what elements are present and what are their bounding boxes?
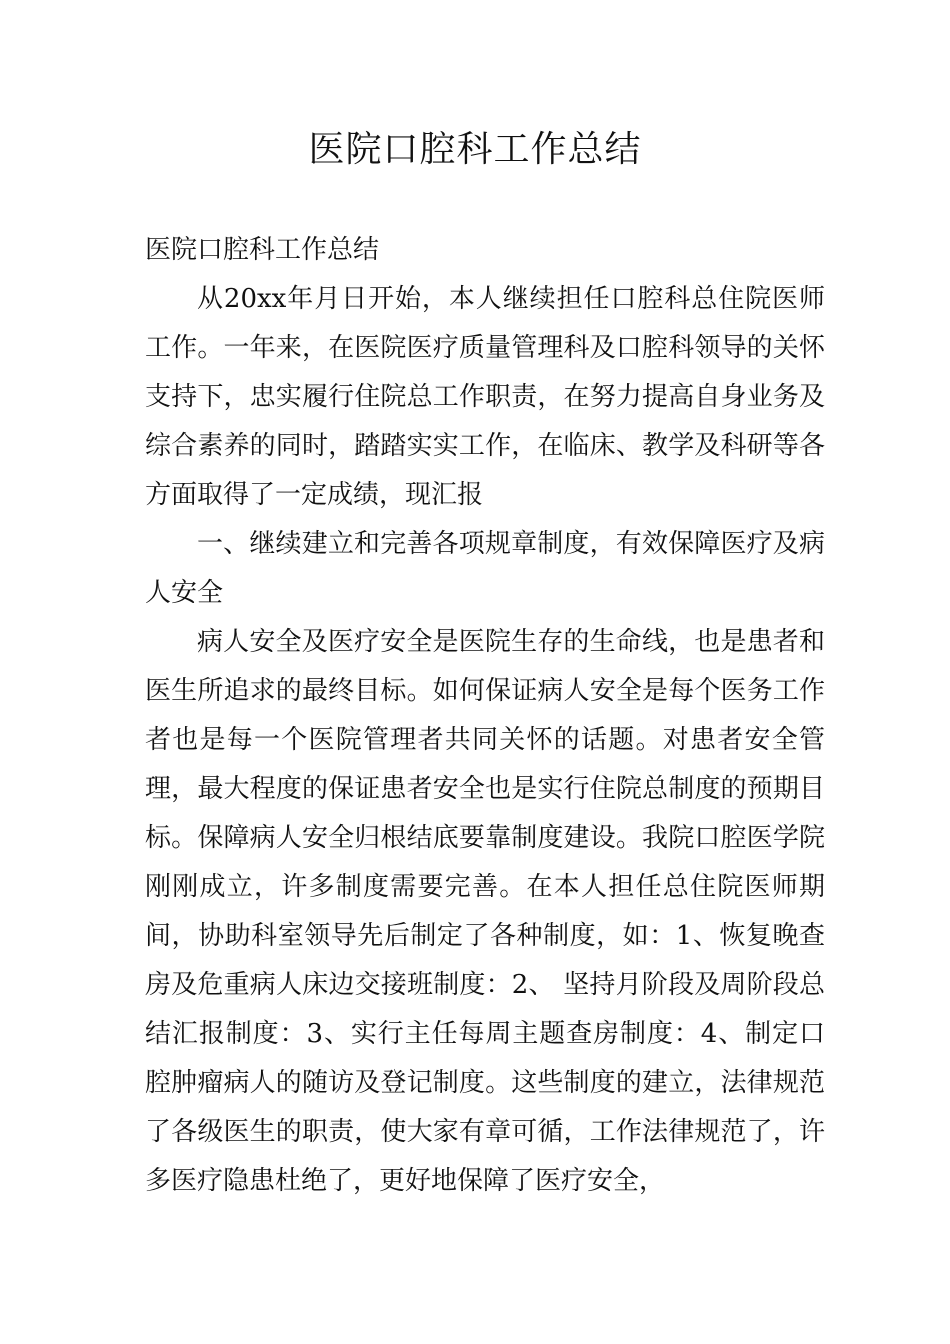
paragraph-intro: 从20xx年月日开始，本人继续担任口腔科总住院医师工作。一年来，在医院医疗质量管理科及口腔科领导的关怀支持下，忠实履行住院总工作职责，在努力提高自身业务及综合素养的同时，踏踏实实工作，在临床、教学及科研等各方面取得了一定成绩，现汇报 <box>145 284 825 510</box>
paragraph-safety: 病人安全及医疗安全是医院生存的生命线，也是患者和医生所追求的最终目标。如何保证病人安全是每个医务工作者也是每一个医院管理者共同关怀的话题。对患者安全管理，最大程度的保证患者安全也是实行住院总制度的预期目标。保障病人安全归根结底要靠制度建设。我院口腔医学院刚刚成立，许多制度需要完善。在本人担任总住院医师期间，协助科室领导先后制定了各种制度，如：1、恢复晚查房及危重病人床边交接班制度：2、 坚持月阶段及周阶段总结汇报制度：3、实行主任每周主题查房制度：4、制定口腔肿瘤病人的随访及登记制度。这些制度的建立，法律规范了各级医生的职责，使大家有章可循，工作法律规范了，许多医疗隐患杜绝了，更好地保障了医疗安全， <box>145 627 825 1196</box>
section-heading-1: 一、继续建立和完善各项规章制度，有效保障医疗及病人安全 <box>145 529 825 608</box>
paragraph-subtitle: 医院口腔科工作总结 <box>145 235 380 265</box>
document-title: 医院口腔科工作总结 <box>308 129 642 170</box>
document-body <box>145 226 825 1206</box>
